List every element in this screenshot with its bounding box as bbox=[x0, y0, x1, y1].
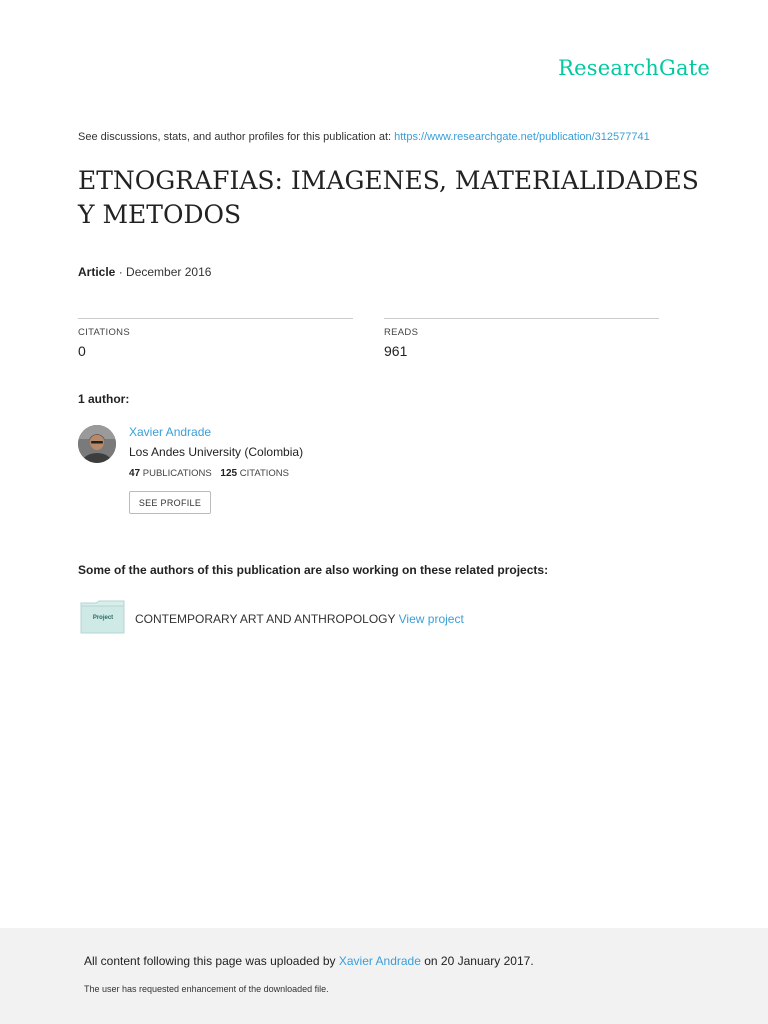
publication-title: ETNOGRAFIAS: IMAGENES, MATERIALIDADES Y METODOS bbox=[78, 166, 699, 229]
project-folder-icon[interactable] bbox=[80, 600, 126, 634]
publication-date: December 2016 bbox=[126, 265, 212, 279]
publication-link[interactable]: https://www.researchgate.net/publication/312577741 bbox=[394, 131, 650, 143]
author-avatar[interactable] bbox=[78, 425, 116, 463]
meta-separator: · bbox=[115, 265, 127, 279]
citations-value: 0 bbox=[78, 343, 86, 359]
author-institution: Los Andes University (Colombia) bbox=[129, 445, 304, 459]
see-discussions-line bbox=[78, 131, 650, 143]
view-project-link[interactable]: View project bbox=[398, 612, 464, 626]
author-publications-label: PUBLICATIONS bbox=[142, 468, 212, 479]
reads-value: 961 bbox=[384, 343, 408, 359]
uploader-link[interactable]: Xavier Andrade bbox=[338, 954, 421, 968]
project-name: CONTEMPORARY ART AND ANTHROPOLOGY bbox=[135, 612, 396, 626]
author-citations-count: 125 bbox=[220, 468, 238, 479]
reads-label: READS bbox=[384, 327, 419, 338]
author-stats bbox=[129, 468, 289, 479]
upload-prefix: All content following this page was uploaded by bbox=[84, 954, 339, 968]
author-photo-icon bbox=[78, 425, 116, 463]
footer bbox=[0, 928, 768, 1024]
publication-meta bbox=[78, 265, 211, 279]
citations-stat bbox=[78, 318, 353, 359]
upload-line bbox=[84, 954, 534, 968]
see-discussions-text: See discussions, stats, and author profiles for this publication at: bbox=[78, 131, 395, 143]
authors-heading: 1 author: bbox=[78, 392, 130, 406]
project-line bbox=[135, 612, 464, 626]
citations-label: CITATIONS bbox=[78, 327, 130, 338]
project-icon-label: Project bbox=[92, 615, 114, 621]
related-projects-heading: Some of the authors of this publication are also working on these related projects: bbox=[78, 563, 549, 577]
publication-type: Article bbox=[78, 265, 116, 279]
reads-stat bbox=[384, 318, 659, 359]
see-profile-button[interactable]: SEE PROFILE bbox=[129, 491, 211, 514]
author-name-link[interactable]: Xavier Andrade bbox=[129, 425, 212, 439]
author-publications-count: 47 bbox=[129, 468, 141, 479]
researchgate-logo[interactable]: ResearchGate bbox=[558, 56, 710, 80]
upload-suffix: on 20 January 2017. bbox=[420, 954, 534, 968]
enhancement-note: The user has requested enhancement of the downloaded file. bbox=[84, 984, 329, 994]
author-citations-label: CITATIONS bbox=[239, 468, 289, 479]
